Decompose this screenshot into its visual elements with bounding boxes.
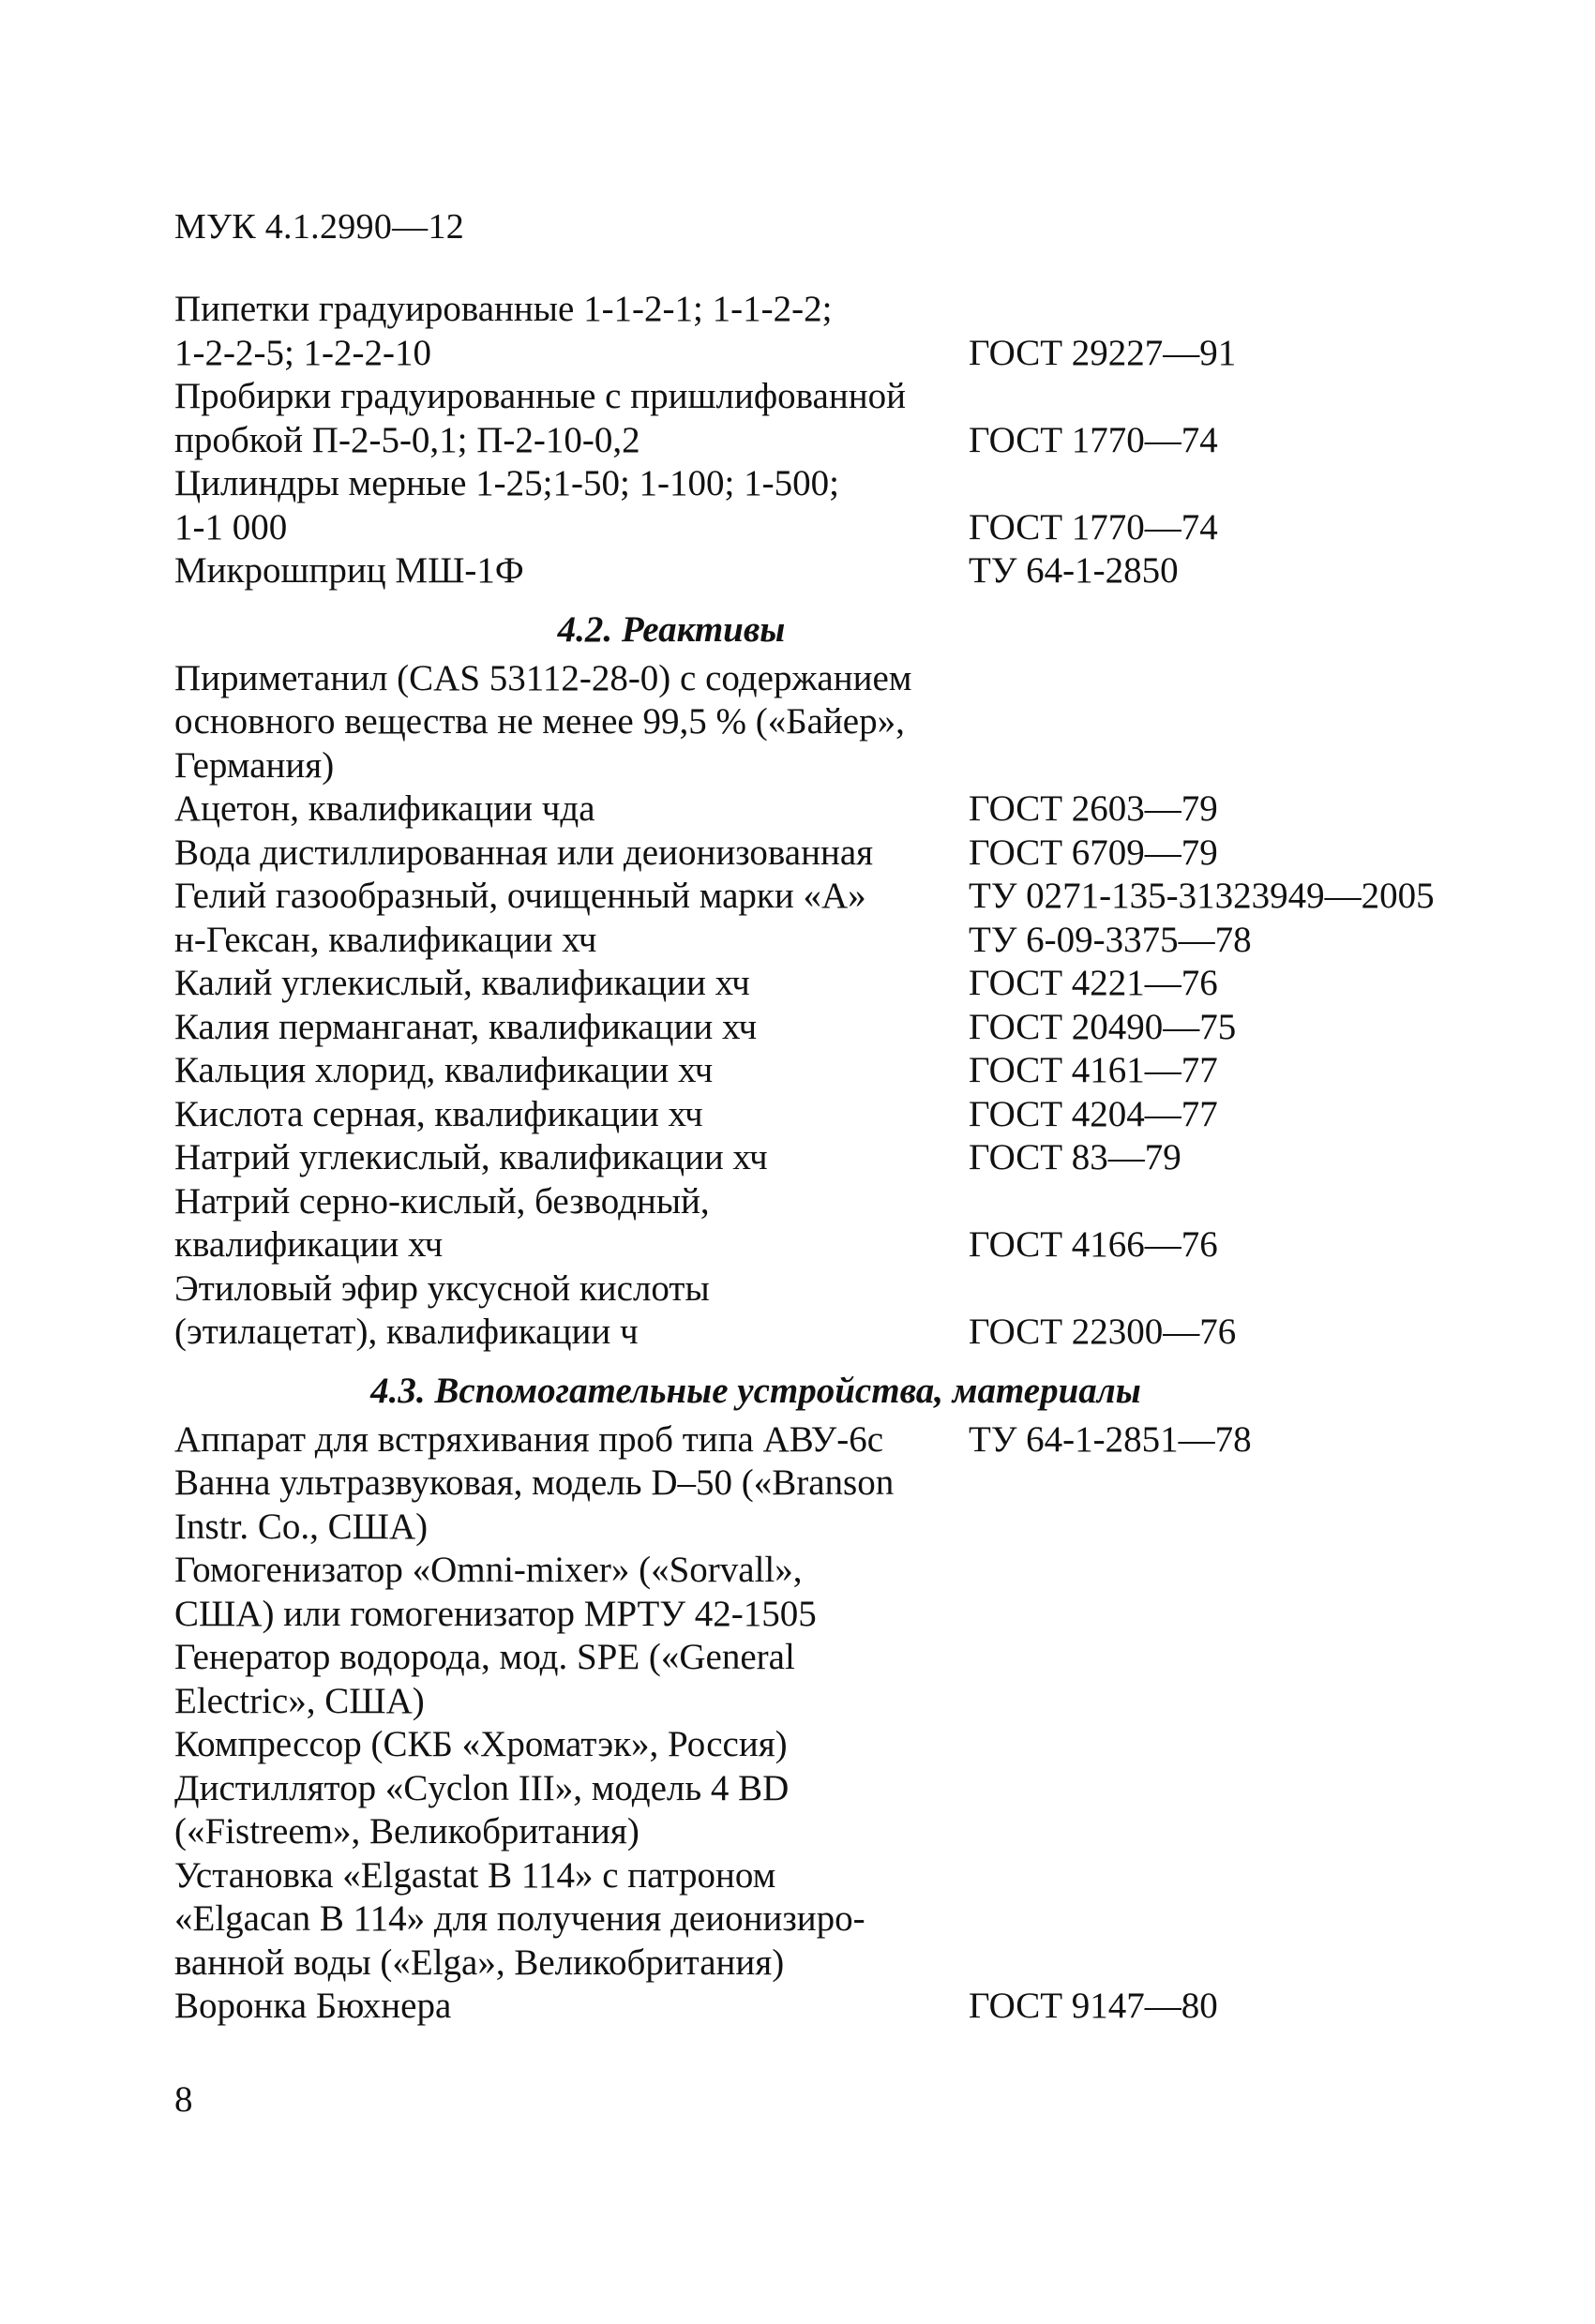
list-item [174,1985,1506,2029]
item-name: Вода дистиллированная или деионизованная [174,832,874,873]
equipment-list [174,288,1506,593]
item-standard: ГОСТ 4166—76 [969,1224,1218,1265]
document-code-header: МУК 4.1.2990—12 [174,207,465,247]
list-item [174,1093,1506,1137]
item-name: Гомогенизатор «Omni-mixer» («Sorvall», США) или гомогенизатор МРТУ 42-1505 [174,1550,817,1634]
item-name: Ванна ультразвуковая, модель D–50 («Branson Instr. Co., США) [174,1462,895,1547]
auxiliary-list [174,1418,1506,2029]
item-name: Ацетон, квалификации чда [174,788,595,829]
item-standard: ТУ 64-1-2850 [969,550,1179,591]
item-name: Гелий газообразный, очищенный марки «А» [174,876,866,916]
item-standard: ГОСТ 1770—74 [969,419,1218,460]
item-name: Натрий углекислый, квалификации хч [174,1137,768,1177]
item-standard: ТУ 64-1-2851—78 [969,1418,1252,1460]
item-standard: ГОСТ 20490—75 [969,1006,1237,1047]
page-number: 8 [174,2079,193,2120]
item-name: Кальция хлорид, квалификации хч [174,1050,714,1090]
item-name: Микрошприц МШ-1Ф [174,550,524,591]
list-item [174,549,1506,593]
item-name: Воронка Бюхнера [174,1986,452,2026]
list-item [174,375,1506,462]
list-item [174,1136,1506,1180]
item-name: Пипетки градуированные 1-1-2-1; 1-1-2-2; 1-2-2-5; 1-2-2-10 [174,289,833,373]
page-content [174,288,1506,2029]
list-item [174,1854,1506,1986]
item-standard: ГОСТ 22300—76 [969,1312,1237,1352]
list-item [174,1462,1506,1549]
reagents-list [174,657,1506,1355]
item-name: Калий углекислый, квалификации хч [174,963,750,1003]
item-name: Пириметанил (CAS 53112-28-0) с содержанием основного вещества не менее 99,5 % («Байер», Германия) [174,657,912,786]
item-standard: ГОСТ 29227—91 [969,332,1237,373]
item-name: Цилиндры мерные 1-25;1-50; 1-100; 1-500; 1-1 000 [174,463,839,547]
list-item [174,832,1506,876]
list-item [174,1418,1506,1462]
item-standard: ГОСТ 9147—80 [969,1986,1218,2026]
item-standard: ГОСТ 2603—79 [969,788,1218,829]
item-standard: ГОСТ 4221—76 [969,963,1218,1003]
item-name: Дистиллятор «Cyclon III», модель 4 BD («Fistreem», Великобритания) [174,1767,790,1852]
list-item [174,919,1506,963]
list-item [174,1180,1506,1267]
item-standard: ГОСТ 6709—79 [969,832,1218,873]
item-standard: ГОСТ 4204—77 [969,1093,1218,1134]
section-title-reagents: 4.2. Реактивы [557,608,786,650]
list-item [174,657,1506,788]
item-standard: ГОСТ 1770—74 [969,506,1218,547]
section-title-auxiliary: 4.3. Вспомогательные устройства, материалы [370,1370,1141,1411]
item-name: Натрий серно-кислый, безводный, квалификации хч [174,1180,710,1265]
list-item [174,1723,1506,1767]
item-standard: ГОСТ 83—79 [969,1137,1181,1177]
item-name: Компрессор (СКБ «Хроматэк», Россия) [174,1724,788,1764]
item-name: Генератор водорода, мод. SPE («General Electric», США) [174,1637,795,1721]
list-item [174,962,1506,1006]
list-item [174,1636,1506,1723]
list-item [174,288,1506,375]
item-standard: ТУ 0271-135-31323949—2005 [969,876,1435,916]
item-name: Калия перманганат, квалификации хч [174,1006,758,1047]
item-standard: ГОСТ 4161—77 [969,1050,1218,1090]
list-item [174,462,1506,549]
list-item [174,875,1506,919]
list-item [174,1767,1506,1854]
item-name: Этиловый эфир уксусной кислоты (этилацетат), квалификации ч [174,1267,710,1352]
list-item [174,1006,1506,1050]
item-name: Установка «Elgastat В 114» с патроном «Elgacan В 114» для получения деионизиро- ванной воды («Elga», Великобритания) [174,1854,865,1983]
list-item [174,1267,1506,1355]
list-item [174,787,1506,832]
item-name: н-Гексан, квалификации хч [174,919,597,960]
item-name: Пробирки градуированные с пришлифованной пробкой П-2-5-0,1; П-2-10-0,2 [174,376,906,460]
list-item [174,1549,1506,1636]
item-standard: ТУ 6-09-3375—78 [969,919,1252,960]
item-name: Кислота серная, квалификации хч [174,1093,703,1134]
list-item [174,1049,1506,1093]
item-name: Аппарат для встряхивания проб типа АВУ-6с [174,1418,884,1460]
